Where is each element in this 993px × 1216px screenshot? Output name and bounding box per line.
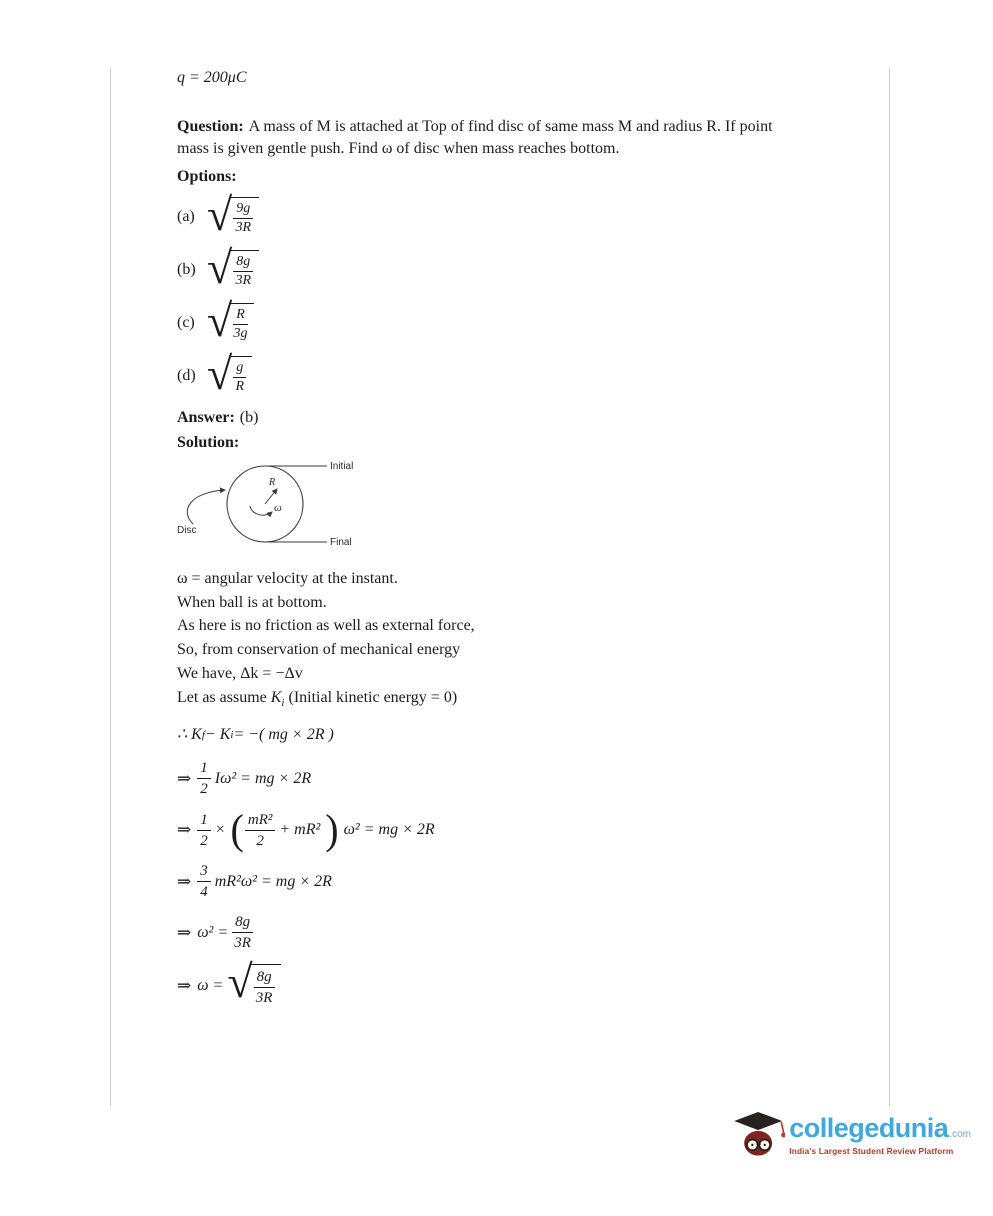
eq4-expression: mR²ω² = mg × 2R	[214, 872, 332, 890]
fraction	[233, 307, 248, 344]
fraction-numerator: 1	[197, 759, 211, 779]
solution-line: When ball is at bottom.	[177, 593, 327, 611]
option-label: (c)	[177, 313, 195, 331]
fraction-denominator: 2	[200, 832, 208, 849]
eq5-lhs: ω² =	[197, 923, 229, 941]
eq2-expression: Iω² = mg × 2R	[214, 769, 312, 787]
fraction-denominator: 4	[200, 884, 208, 901]
fraction-denominator: 3R	[234, 935, 251, 952]
fraction-numerator: g	[233, 360, 246, 379]
option-row-b	[177, 241, 857, 293]
solution-line: As here is no friction as well as external force,	[177, 617, 475, 635]
assume-subscript: i	[281, 696, 285, 709]
radicand	[229, 197, 259, 238]
fraction-numerator: mR²	[245, 811, 276, 831]
radicand	[229, 303, 254, 344]
fraction-denominator: 3R	[255, 990, 273, 1007]
brand-row	[789, 1112, 971, 1143]
fraction	[233, 360, 246, 397]
fraction-numerator: 8g	[254, 968, 275, 988]
question-line1: A mass of M is attached at Top of find disc of same mass M and radius R. If point	[248, 117, 773, 135]
right-border-line	[889, 68, 890, 1106]
fraction-denominator: 2	[200, 781, 208, 798]
solution-diagram	[177, 458, 857, 560]
document-content	[177, 65, 857, 1019]
rotation-arrow	[250, 506, 272, 515]
fraction	[233, 254, 253, 291]
disc-label: Disc	[177, 525, 197, 537]
initial-label: Initial	[330, 461, 354, 473]
disc-diagram-svg	[177, 458, 377, 552]
assume-post: (Initial kinetic energy = 0)	[284, 688, 458, 706]
equation-half-I-omega	[177, 759, 857, 798]
option-row-d	[177, 347, 857, 399]
logo-text	[789, 1112, 971, 1156]
equation-three-quarters	[177, 862, 857, 901]
implies-arrow: ⇒	[177, 871, 192, 891]
fraction	[254, 968, 275, 1007]
fraction	[233, 201, 253, 238]
solution-line: ω = angular velocity at the instant.	[177, 570, 398, 588]
fraction-denominator: 3R	[235, 273, 252, 289]
option-label: (b)	[177, 260, 196, 278]
sqrt-expression	[207, 241, 259, 293]
option-row-a	[177, 188, 857, 240]
graduation-cap-icon	[731, 1104, 785, 1166]
question-label: Question:	[177, 117, 244, 135]
radical-sign: √	[207, 188, 233, 240]
fraction-numerator: 3	[197, 862, 211, 882]
radicand	[229, 250, 259, 291]
answer-value: (b)	[239, 408, 259, 426]
brand-domain: .com	[949, 1128, 971, 1140]
logo-tagline: India's Largest Student Review Platform	[789, 1145, 954, 1156]
fraction-numerator: 8g	[233, 254, 253, 273]
fraction-denominator: R	[235, 379, 245, 395]
final-label: Final	[330, 537, 352, 549]
close-paren: )	[325, 806, 339, 854]
fraction	[197, 811, 211, 850]
eq1-post: = −( mg × 2R )	[233, 726, 334, 744]
implies-arrow: ⇒	[177, 768, 192, 788]
solution-line: We have, Δk = −Δv	[177, 664, 303, 682]
fraction-denominator: 3g	[233, 326, 248, 342]
solution-label: Solution:	[177, 433, 240, 451]
eq6-lhs: ω =	[197, 976, 224, 994]
sqrt-expression	[207, 188, 259, 240]
radicand	[229, 356, 252, 397]
equation-moment-of-inertia	[177, 806, 857, 854]
options-label: Options:	[177, 168, 237, 186]
implies-arrow: ⇒	[177, 975, 192, 995]
times-sign: ×	[214, 821, 226, 839]
fraction	[232, 913, 253, 952]
eq1-sub-f: f	[201, 728, 205, 741]
fraction-numerator: R	[233, 307, 248, 326]
fraction-denominator: 2	[256, 832, 264, 849]
top-expression: q = 200μC	[177, 69, 247, 86]
option-label: (a)	[177, 207, 195, 225]
radical-sign: √	[207, 241, 233, 293]
option-label: (d)	[177, 366, 196, 384]
fraction-numerator: 1	[197, 811, 211, 831]
equation-kf-ki	[177, 723, 857, 747]
assume-line	[177, 687, 857, 712]
open-paren: (	[230, 806, 244, 854]
radius-label: R	[269, 477, 276, 489]
fraction	[245, 811, 276, 850]
plus-term: + mR²	[279, 821, 321, 839]
assume-pre: Let as assume	[177, 688, 271, 706]
solution-line: So, from conservation of mechanical energy	[177, 641, 461, 659]
question-line2: mass is given gentle push. Find ω of disc when mass reaches bottom.	[177, 140, 620, 158]
implies-arrow: ⇒	[177, 922, 192, 942]
eq1-mid: − K	[204, 726, 231, 744]
left-border-line	[110, 68, 111, 1106]
radical-sign: √	[207, 347, 233, 399]
eq1-pre: ∴ K	[177, 726, 202, 744]
sqrt-expression	[207, 347, 252, 399]
omega-label: ω	[274, 502, 282, 515]
fraction	[197, 759, 211, 798]
answer-row	[177, 407, 857, 430]
equation-omega-squared	[177, 913, 857, 952]
disc-pointer-arrow	[187, 490, 225, 524]
eq3-expression: ω² = mg × 2R	[343, 821, 435, 839]
collegedunia-logo	[731, 1104, 971, 1166]
fraction-denominator: 3R	[235, 220, 252, 236]
fraction	[197, 862, 211, 901]
brand-name: collegedunia	[789, 1112, 949, 1143]
fraction-numerator: 9g	[233, 201, 253, 220]
answer-label: Answer:	[177, 408, 235, 426]
sqrt-expression	[207, 294, 254, 346]
option-row-c	[177, 294, 857, 346]
implies-arrow: ⇒	[177, 820, 192, 840]
sqrt-expression	[227, 956, 280, 1008]
equation-omega-result	[177, 956, 857, 1008]
radical-sign: √	[207, 294, 233, 346]
eq1-sub-i: i	[230, 728, 234, 741]
question-block	[177, 116, 857, 161]
radical-sign: √	[227, 956, 253, 1008]
fraction-numerator: 8g	[232, 913, 253, 933]
assume-symbol: K	[270, 688, 282, 706]
radicand	[250, 964, 281, 1007]
